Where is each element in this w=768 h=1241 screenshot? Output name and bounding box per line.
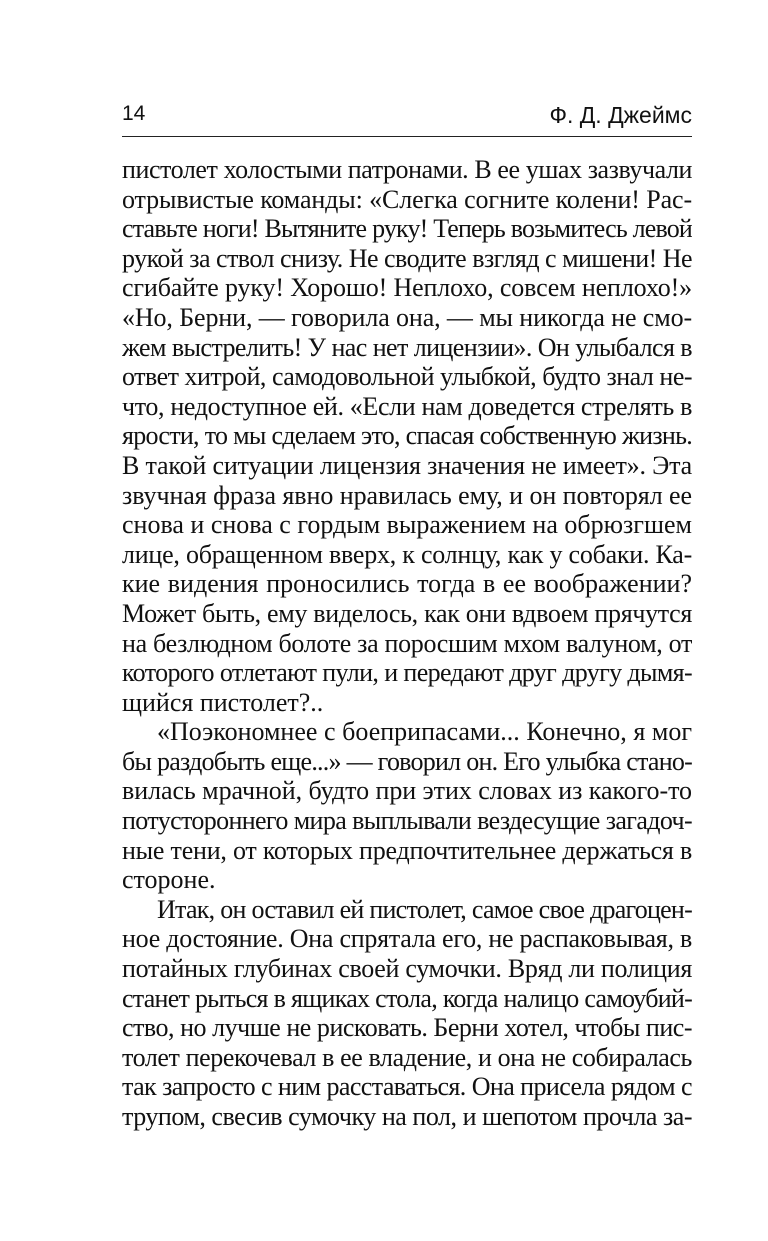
text-line: ные тени, от которых предпочтительнее держаться в: [122, 835, 692, 865]
text-line: на безлюдном болоте за поросшим мхом валуном, от: [122, 628, 692, 658]
text-line: пистолет холостыми патронами. В ее ушах зазвучали: [122, 155, 692, 184]
text-line: отрывистые команды: «Слегка согните колени! Рас-: [122, 184, 692, 214]
text-line: снова и снова с гордым выражением на обрюзгшем: [122, 510, 692, 540]
body-text: [122, 155, 692, 1132]
text-line: кие видения проносились тогда в ее воображении?: [122, 569, 692, 599]
text-line: ное достояние. Она спрятала его, не распаковывая, в: [122, 924, 692, 954]
text-line: бы раздобыть еще...» — говорил он. Его улыбка стано-: [122, 746, 692, 776]
text-line: толет перекочевал в ее владение, и она не собиралась: [122, 1042, 692, 1072]
text-line: ство, но лучше не рисковать. Берни хотел, чтобы пис-: [122, 1013, 692, 1043]
text-line: рукой за ствол снизу. Не сводите взгляд с мишени! Не: [122, 243, 692, 273]
text-line: сгибайте руку! Хорошо! Неплохо, совсем неплохо!»: [122, 273, 692, 303]
text-line: станет рыться в ящиках стола, когда налицо самоубий-: [122, 983, 692, 1013]
text-line: ответ хитрой, самодовольной улыбкой, будто знал не-: [122, 362, 692, 392]
text-line: Итак, он оставил ей пистолет, самое свое драгоцен-: [157, 894, 692, 924]
text-line: щийся пистолет?..: [122, 687, 324, 717]
text-line: так запросто с ним расставаться. Она присела рядом с: [122, 1072, 692, 1102]
text-line: трупом, свесив сумочку на пол, и шепотом прочла за-: [122, 1102, 692, 1131]
text-line: звучная фраза явно нравилась ему, и он повторял ее: [122, 480, 692, 510]
text-line: стороне.: [122, 865, 216, 895]
text-line: жем выстрелить! У нас нет лицензии». Он улыбался в: [122, 332, 692, 362]
text-line: что, недоступное ей. «Если нам доведется стрелять в: [122, 391, 692, 421]
text-line: В такой ситуации лицензия значения не имеет». Эта: [122, 450, 692, 480]
text-line: потайных глубинах своей сумочки. Вряд ли полиция: [122, 954, 692, 984]
text-line: «Но, Берни, — говорила она, — мы никогда не смо-: [122, 302, 692, 332]
text-line: вилась мрачной, будто при этих словах из какого-то: [122, 776, 692, 806]
text-line: которого отлетают пули, и передают друг другу дымя-: [122, 658, 692, 688]
text-line: лице, обращенном вверх, к солнцу, как у собаки. Ка-: [122, 539, 692, 569]
text-line: «Поэкономнее с боеприпасами... Конечно, я мог: [157, 717, 692, 747]
text-line: ярости, то мы сделаем это, спасая собственную жизнь.: [122, 421, 692, 451]
running-head: [122, 96, 692, 137]
text-line: потустороннего мира выплывали вездесущие загадоч-: [122, 806, 692, 836]
page-number: 14: [122, 102, 146, 125]
book-author-header: Ф. Д. Джеймс: [549, 102, 692, 128]
text-line: Может быть, ему виделось, как они вдвоем прячутся: [122, 598, 692, 628]
text-line: ставьте ноги! Вытяните руку! Теперь возьмитесь левой: [122, 214, 692, 244]
